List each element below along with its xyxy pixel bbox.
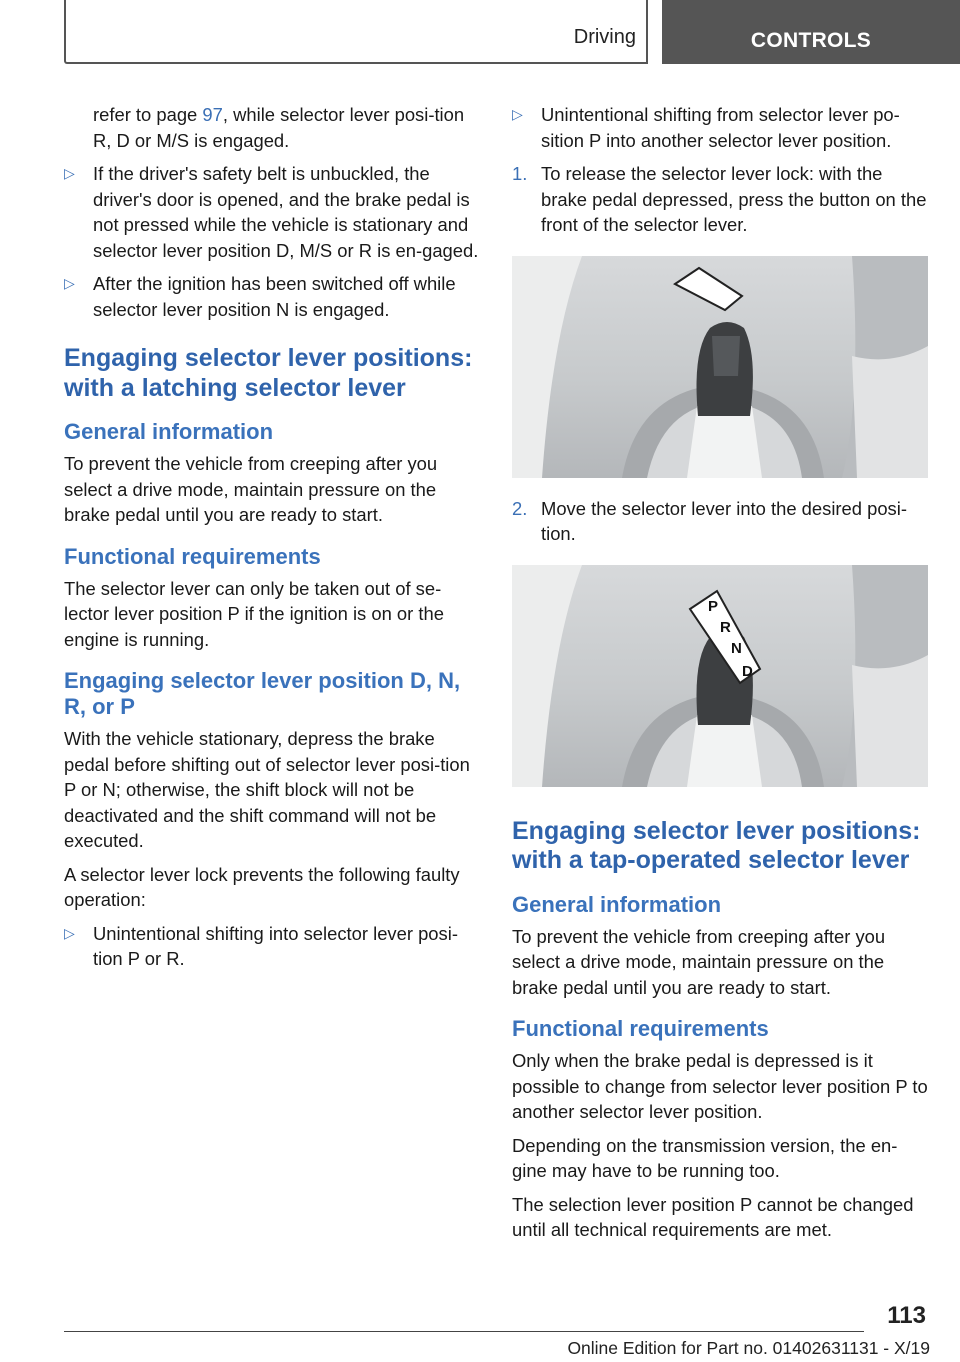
- triangle-bullet-icon: ▷: [512, 106, 523, 122]
- subheading-functional-requirements: Functional requirements: [64, 543, 321, 569]
- arrow-icon: [675, 268, 742, 310]
- step-number: 2.: [512, 497, 528, 519]
- right-column: [512, 102, 928, 1251]
- triangle-bullet-icon: ▷: [64, 924, 75, 941]
- continued-bullet-text: refer to page 97, while selector lever posi‐tion R, D or M/S is engaged.: [93, 104, 465, 151]
- paragraph: With the vehicle stationary, depress the brake pedal before shifting out of selector lever posi‐tion P or N; otherwise, the shift block will not be deactivated and the shift command will not be executed.: [64, 728, 470, 851]
- paragraph: A selector lever lock prevents the following faulty operation:: [64, 863, 460, 910]
- step-number: 1.: [512, 163, 528, 184]
- paragraph: The selection lever position P cannot be changed until all technical requirements are met.: [512, 1193, 914, 1240]
- subheading-general-information: General information: [512, 891, 722, 917]
- gear-label-d: D: [742, 662, 753, 680]
- edition-footer: Online Edition for Part no. 01402631131 - X/19: [567, 1338, 930, 1358]
- subheading-engaging-position: Engaging selector lever position D, N, R, or P: [64, 668, 461, 719]
- seat-shape: [852, 346, 928, 478]
- paragraph: The selector lever can only be taken out of se‐lector lever position P if the ignition is on or the engine is running.: [64, 577, 444, 650]
- numbered-step: 2. Move the selector lever into the desired posi‐tion.: [512, 496, 928, 547]
- left-column: [64, 102, 480, 980]
- list-item: ▷ Unintentional shifting into selector lever posi‐tion P or R.: [64, 921, 480, 972]
- footer-divider: [64, 1331, 864, 1332]
- section-heading-latching: Engaging selector lever positions: with a latching selector lever: [64, 344, 473, 402]
- chapter-tab: CONTROLS: [662, 0, 960, 64]
- gear-label-r: R: [720, 618, 731, 636]
- left-trim-shape: [512, 256, 582, 478]
- section-heading-tap-operated: Engaging selector lever positions: with a tap-operated selector lever: [512, 816, 921, 874]
- paragraph: Only when the brake pedal is depressed is it possible to change from selector lever position P to another selector lever position.: [512, 1050, 928, 1122]
- selector-lever-release-illustration: [512, 256, 928, 478]
- section-title: Driving: [573, 26, 636, 48]
- gear-label-n: N: [731, 639, 742, 657]
- triangle-bullet-icon: ▷: [64, 165, 75, 181]
- paragraph: Depending on the transmission version, the en‐gine may have to be running too.: [512, 1134, 898, 1181]
- paragraph: To prevent the vehicle from creeping after you select a drive mode, maintain pressure on the brake pedal until you are ready to start.: [512, 925, 886, 998]
- page-link-97[interactable]: 97: [202, 104, 223, 125]
- paragraph: To prevent the vehicle from creeping after you select a drive mode, maintain pressure on the brake pedal until you are ready to start.: [64, 453, 438, 525]
- list-item: ▷ Unintentional shifting from selector lever po‐sition P into another selector lever position.: [512, 102, 928, 153]
- gear-lever-drawing: [512, 256, 928, 478]
- subheading-general-information: General information: [64, 419, 274, 444]
- list-item: ▷ If the driver's safety belt is unbuckled, the driver's door is opened, and the brake pedal is not pressed while the vehicle is stationary and selector lever position D, M/S or R is en‐gaged.: [64, 161, 480, 263]
- gear-label-p: P: [708, 597, 719, 615]
- selector-lever-positions-illustration: [512, 565, 928, 787]
- lever-boot-shape: [687, 406, 762, 478]
- page-number: 113: [887, 1302, 926, 1329]
- numbered-step: 1. To release the selector lever lock: with the brake pedal depressed, press the button on the front of the selector lever.: [512, 161, 928, 238]
- subheading-functional-requirements: Functional requirements: [512, 1016, 769, 1041]
- triangle-bullet-icon: ▷: [64, 275, 75, 291]
- gear-positions-drawing: [512, 565, 928, 787]
- header-frame: [64, 0, 648, 64]
- list-item: ▷ After the ignition has been switched off while selector lever position N is engaged.: [64, 271, 480, 322]
